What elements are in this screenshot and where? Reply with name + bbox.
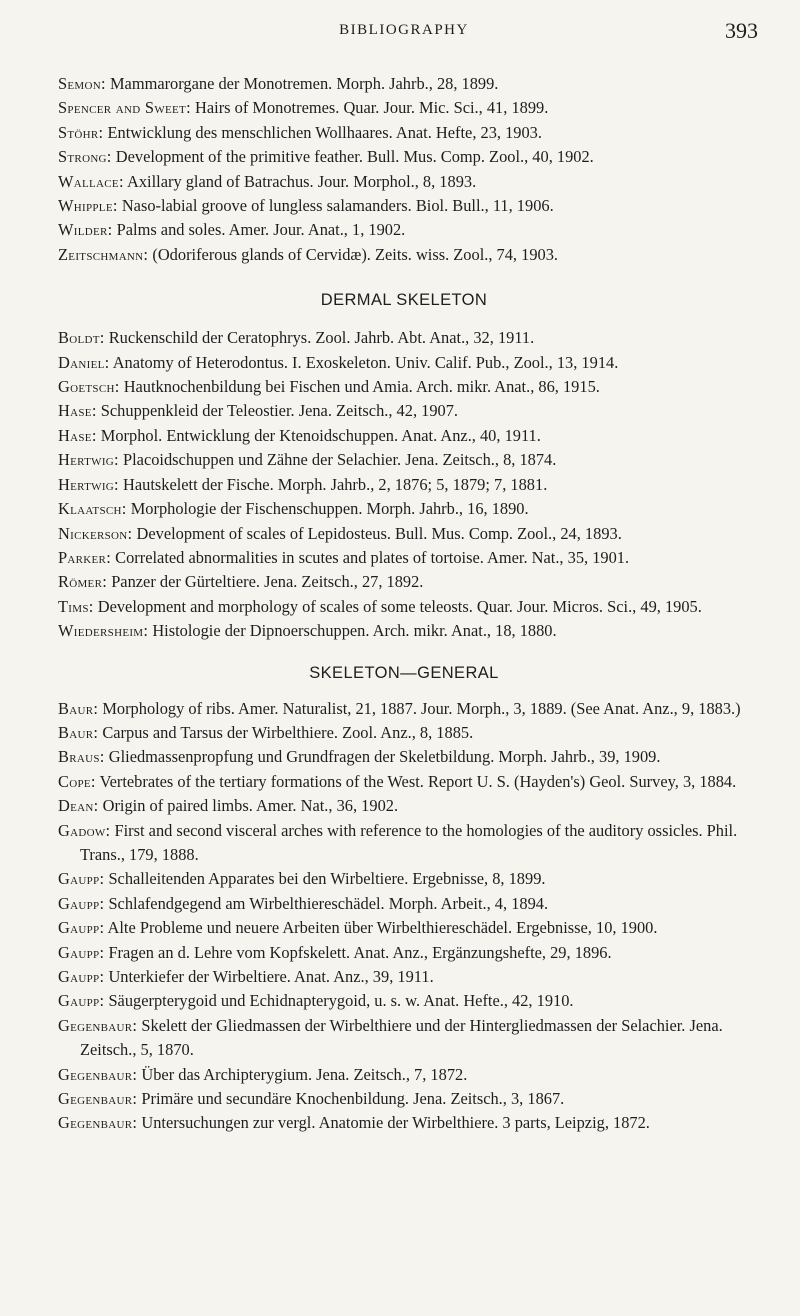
entry-author: Klaatsch:	[58, 499, 127, 519]
entry-citation: Axillary gland of Batrachus. Jour. Morphol., 8, 1893.	[127, 171, 477, 191]
entry-citation: Fragen an d. Lehre vom Kopfskelett. Anat. Anz., Ergänzungshefte, 29, 1896.	[108, 942, 612, 962]
entry-author: Gegenbaur:	[58, 1064, 138, 1084]
bibliography-body	[58, 72, 750, 1136]
bibliography-section-dermal	[58, 291, 750, 643]
entry-citation: Histologie der Dipnoerschuppen. Arch. mikr. Anat., 18, 1880.	[152, 621, 557, 641]
entry-citation: Mammarorgane der Monotremen. Morph. Jahrb., 28, 1899.	[109, 74, 499, 93]
entry-citation: Hautknochenbildung bei Fischen und Amia. Arch. mikr. Anat., 86, 1915.	[123, 377, 600, 397]
entry-author: Nickerson:	[58, 523, 133, 543]
bibliography-entry	[58, 522, 750, 546]
bibliography-entry	[58, 424, 750, 448]
section-heading: SKELETON—GENERAL	[309, 663, 499, 682]
entry-author: Semon:	[58, 74, 106, 93]
entry-citation: Morphol. Entwicklung der Ktenoidschuppen. Anat. Anz., 40, 1911.	[100, 425, 541, 445]
entry-author: Dean:	[58, 796, 99, 816]
bibliography-entry	[58, 1111, 750, 1135]
section-heading: DERMAL SKELETON	[320, 291, 488, 310]
entry-citation: Development and morphology of scales of some teleosts. Quar. Jour. Micros. Sci., 49, 1905.	[97, 596, 702, 616]
bibliography-entry	[58, 375, 750, 399]
entry-author: Parker:	[58, 547, 112, 567]
bibliography-entry	[58, 819, 750, 868]
entry-author: Strong:	[58, 147, 112, 167]
entry-citation: Säugerpterygoid und Echidnapterygoid, u. s. w. Anat. Hefte., 42, 1910.	[108, 991, 574, 1011]
entry-author: Hertwig:	[58, 474, 119, 494]
bibliography-entry	[58, 497, 750, 521]
bibliography-entry	[58, 170, 750, 194]
entry-citation: Alte Probleme und neuere Arbeiten über Wirbelthiereschädel. Ergebnisse, 10, 1900.	[107, 918, 658, 938]
entry-citation: Origin of paired limbs. Amer. Nat., 36, 1902.	[102, 796, 399, 816]
bibliography-entry	[58, 218, 750, 242]
entry-author: Gaupp:	[58, 918, 105, 938]
bibliography-section-general	[58, 664, 750, 1136]
entry-citation: Development of scales of Lepidosteus. Bull. Mus. Comp. Zool., 24, 1893.	[136, 523, 622, 543]
running-title: BIBLIOGRAPHY	[339, 22, 469, 38]
entry-citation: Morphologie der Fischenschuppen. Morph. Jahrb., 16, 1890.	[130, 499, 529, 519]
entry-citation: (Odoriferous glands of Cervidæ). Zeits. wiss. Zool., 74, 1903.	[152, 244, 559, 264]
entry-citation: Schalleitenden Apparates bei den Wirbeltiere. Ergebnisse, 8, 1899.	[108, 869, 546, 889]
entry-author: Zeitschmann:	[58, 244, 149, 264]
entry-citation: Untersuchungen zur vergl. Anatomie der Wirbelthiere. 3 parts, Leipzig, 1872.	[141, 1113, 650, 1133]
entry-author: Wallace:	[58, 171, 124, 191]
bibliography-entry	[58, 1014, 750, 1063]
entry-citation: Skelett der Gliedmassen der Wirbelthiere und der Hintergliedmassen der Selachier. Jena. Zeitsch., 5, 1870.	[80, 1015, 723, 1060]
entry-author: Baur:	[58, 698, 99, 718]
bibliography-entry	[58, 326, 750, 350]
entry-citation: Entwicklung des menschlichen Wollhaares. Anat. Hefte, 23, 1903.	[107, 122, 542, 142]
bibliography-entry	[58, 892, 750, 916]
entry-author: Gaupp:	[58, 967, 105, 986]
bibliography-entry	[58, 72, 750, 96]
bibliography-entry	[58, 941, 750, 965]
entry-author: Gegenbaur:	[58, 1015, 138, 1035]
entry-author: Stöhr:	[58, 122, 104, 142]
entry-author: Gegenbaur:	[58, 1113, 138, 1133]
bibliography-entry	[58, 121, 750, 145]
entry-author: Gadow:	[58, 820, 111, 840]
bibliography-entry	[58, 96, 750, 120]
entry-citation: Primäre und secundäre Knochenbildung. Jena. Zeitsch., 3, 1867.	[141, 1089, 565, 1109]
entry-citation: Anatomy of Heterodontus. I. Exoskeleton. Univ. Calif. Pub., Zool., 13, 1914.	[112, 352, 619, 372]
bibliography-entry	[58, 399, 750, 423]
entry-author: Wilder:	[58, 220, 113, 240]
entry-author: Gaupp:	[58, 942, 105, 962]
entry-author: Tims:	[58, 596, 94, 616]
bibliography-entry	[58, 965, 750, 989]
entry-citation: Carpus and Tarsus der Wirbelthiere. Zool. Anz., 8, 1885.	[102, 722, 474, 742]
entry-citation: Naso-labial groove of lungless salamanders. Biol. Bull., 11, 1906.	[121, 196, 554, 216]
bibliography-entry	[58, 570, 750, 594]
bibliography-entry	[58, 473, 750, 497]
entry-citation: Unterkiefer der Wirbeltiere. Anat. Anz., 39, 1911.	[108, 967, 434, 986]
page-number: 393	[725, 18, 758, 43]
entry-author: Wiedersheim:	[58, 621, 149, 641]
bibliography-entry	[58, 448, 750, 472]
entry-author: Römer:	[58, 572, 108, 592]
entry-author: Gaupp:	[58, 869, 105, 889]
bibliography-section-top	[58, 72, 750, 267]
entry-author: Whipple:	[58, 196, 118, 216]
bibliography-entry	[58, 770, 750, 794]
bibliography-entry	[58, 145, 750, 169]
entry-citation: Über das Archipterygium. Jena. Zeitsch., 7, 1872.	[141, 1064, 468, 1084]
bibliography-entry	[58, 989, 750, 1013]
entry-author: Baur:	[58, 722, 99, 742]
entry-author: Boldt:	[58, 328, 105, 348]
bibliography-entry	[58, 619, 750, 643]
entry-author: Goetsch:	[58, 377, 120, 397]
bibliography-entry	[58, 194, 750, 218]
bibliography-entry	[58, 1063, 750, 1087]
entry-author: Gaupp:	[58, 991, 105, 1011]
entry-author: Braus:	[58, 747, 105, 767]
entry-author: Spencer and Sweet:	[58, 98, 191, 118]
entry-citation: Ruckenschild der Ceratophrys. Zool. Jahrb. Abt. Anat., 32, 1911.	[108, 328, 535, 348]
entry-citation: Placoidschuppen und Zähne der Selachier. Jena. Zeitsch., 8, 1874.	[123, 450, 557, 470]
entry-citation: Morphology of ribs. Amer. Naturalist, 21, 1887. Jour. Morph., 3, 1889. (See Anat. Anz., 9, 1883.)	[102, 698, 741, 718]
entry-author: Hertwig:	[58, 450, 119, 470]
bibliography-entry	[58, 546, 750, 570]
bibliography-entry	[58, 721, 750, 745]
bibliography-entry	[58, 697, 750, 721]
entry-citation: First and second visceral arches with reference to the homologies of the auditory ossicles. Phil. Trans., 179, 1888.	[80, 820, 738, 864]
entry-citation: Gliedmassenpropfung und Grundfragen der Skeletbildung. Morph. Jahrb., 39, 1909.	[108, 747, 661, 767]
entry-author: Gegenbaur:	[58, 1089, 138, 1109]
bibliography-entry	[58, 867, 750, 891]
entry-citation: Correlated abnormalities in scutes and plates of tortoise. Amer. Nat., 35, 1901.	[115, 547, 630, 567]
entry-citation: Vertebrates of the tertiary formations of the West. Report U. S. (Hayden's) Geol. Survey, 3, 1884.	[99, 771, 737, 791]
bibliography-entry	[58, 243, 750, 267]
entry-author: Hase:	[58, 425, 97, 445]
entry-citation: Development of the primitive feather. Bull. Mus. Comp. Zool., 40, 1902.	[115, 147, 594, 167]
bibliography-entry	[58, 595, 750, 619]
bibliography-entry	[58, 916, 750, 940]
entry-author: Hase:	[58, 401, 97, 421]
bibliography-entry	[58, 1087, 750, 1111]
entry-citation: Panzer der Gürteltiere. Jena. Zeitsch., 27, 1892.	[111, 572, 424, 592]
entry-citation: Palms and soles. Amer. Jour. Anat., 1, 1902.	[116, 220, 406, 240]
bibliography-entry	[58, 351, 750, 375]
entry-citation: Schuppenkleid der Teleostier. Jena. Zeitsch., 42, 1907.	[100, 401, 459, 421]
entry-citation: Hautskelett der Fische. Morph. Jahrb., 2, 1876; 5, 1879; 7, 1881.	[123, 474, 548, 494]
entry-author: Cope:	[58, 771, 96, 791]
page-header	[58, 14, 758, 52]
bibliography-entry	[58, 745, 750, 769]
entry-citation: Hairs of Monotremes. Quar. Jour. Mic. Sci., 41, 1899.	[195, 98, 549, 118]
entry-author: Gaupp:	[58, 893, 105, 913]
bibliography-entry	[58, 794, 750, 818]
entry-citation: Schlafendgegend am Wirbelthiereschädel. Morph. Arbeit., 4, 1894.	[108, 893, 549, 913]
entry-author: Daniel:	[58, 352, 110, 372]
